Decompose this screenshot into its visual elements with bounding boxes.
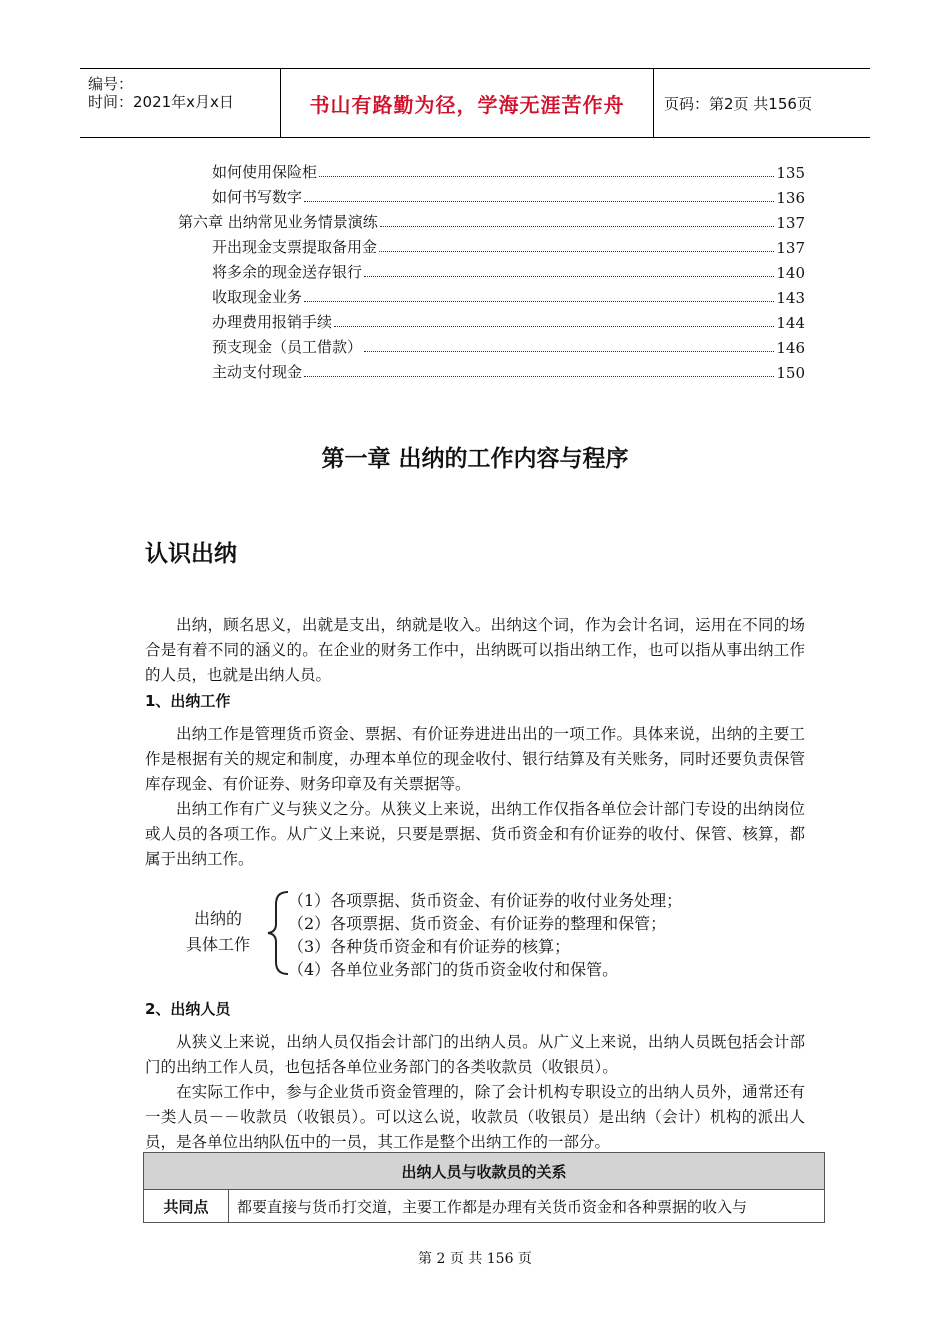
toc-page: 137 bbox=[776, 214, 805, 232]
toc-title: 办理费用报销手续 bbox=[212, 313, 333, 331]
header-page-cell bbox=[654, 69, 870, 137]
toc-item[interactable] bbox=[212, 335, 805, 357]
date-label: 时间：2021年x月x日 bbox=[88, 93, 234, 111]
row-value: 都要直接与货币打交道，主要工作都是办理有关货币资金和各种票据的收入与 bbox=[229, 1190, 825, 1223]
toc-page: 136 bbox=[776, 189, 805, 207]
motto: 书山有路勤为径，学海无涯苦作舟 bbox=[309, 92, 625, 117]
toc-item[interactable] bbox=[178, 210, 805, 232]
relation-table-title: 出纳人员与收款员的关系 bbox=[144, 1153, 825, 1190]
section-title: 认识出纳 bbox=[145, 541, 237, 567]
subheading-cashier-staff: 2、出纳人员 bbox=[145, 1000, 231, 1018]
toc-title: 开出现金支票提取备用金 bbox=[212, 238, 378, 256]
toc-page: 150 bbox=[776, 364, 805, 382]
toc-item[interactable] bbox=[212, 160, 805, 182]
toc-item[interactable] bbox=[212, 260, 805, 282]
cashier-duties-diagram bbox=[170, 888, 790, 978]
toc-page: 135 bbox=[776, 164, 805, 182]
toc-title: 第六章 出纳常见业务情景演练 bbox=[178, 213, 378, 231]
toc-page: 137 bbox=[776, 239, 805, 257]
page-footer: 第 2 页 共 156 页 bbox=[418, 1251, 532, 1267]
toc-page: 143 bbox=[776, 289, 805, 307]
paragraph-intro: 出纳，顾名思义，出就是支出，纳就是收入。出纳这个词，作为会计名词，运用在不同的场合是有着不同的涵义的。在企业的财务工作中，出纳既可以指出纳工作，也可以指从事出纳工作的人员，也就是出纳人员。 bbox=[145, 616, 805, 684]
diagram-item: （4）各单位业务部门的货币资金收付和保管。 bbox=[288, 960, 619, 979]
toc-page: 144 bbox=[776, 314, 805, 332]
paragraph-broad-narrow: 出纳工作有广义与狭义之分。从狭义上来说，出纳工作仅指各单位会计部门专设的出纳岗位或人员的各项工作。从广义上来说，只要是票据、货币资金和有价证券的收付、保管、核算，都属于出纳工作。 bbox=[145, 800, 805, 868]
toc-title: 如何书写数字 bbox=[212, 188, 303, 206]
toc-item[interactable] bbox=[212, 185, 805, 207]
diagram-item: （2）各项票据、货币资金、有价证券的整理和保管； bbox=[288, 914, 667, 933]
toc-title: 主动支付现金 bbox=[212, 363, 303, 381]
relation-table bbox=[143, 1152, 825, 1223]
paragraph-collectors: 在实际工作中，参与企业货币资金管理的，除了会计机构专职设立的出纳人员外，通常还有一类人员－－收款员（收银员）。可以这么说，收款员（收银员）是出纳（会计）机构的派出人员，是各单位出纳队伍中的一员，其工作是整个出纳工作的一部分。 bbox=[145, 1083, 805, 1151]
page-header bbox=[80, 68, 870, 138]
row-key: 共同点 bbox=[144, 1190, 229, 1223]
toc-item[interactable] bbox=[212, 235, 805, 257]
toc-title: 预支现金（员工借款） bbox=[212, 338, 363, 356]
diagram-item: （3）各种货币资金和有价证券的核算； bbox=[288, 937, 571, 956]
header-motto-cell bbox=[281, 69, 654, 137]
header-meta-cell bbox=[80, 69, 281, 137]
toc-item[interactable] bbox=[212, 360, 805, 382]
diagram-item: （1）各项票据、货币资金、有价证券的收付业务处理； bbox=[288, 891, 683, 910]
toc-page: 146 bbox=[776, 339, 805, 357]
toc-page: 140 bbox=[776, 264, 805, 282]
paragraph-cashier-staff: 从狭义上来说，出纳人员仅指会计部门的出纳人员。从广义上来说，出纳人员既包括会计部门的出纳工作人员，也包括各单位业务部门的各类收款员（收银员）。 bbox=[145, 1033, 805, 1076]
table-row bbox=[144, 1190, 825, 1223]
toc-item[interactable] bbox=[212, 285, 805, 307]
toc-title: 收取现金业务 bbox=[212, 288, 303, 306]
diagram-label: 出纳的 具体工作 bbox=[185, 909, 250, 954]
code-label: 编号： bbox=[88, 75, 134, 93]
paragraph-cashier-work: 出纳工作是管理货币资金、票据、有价证券进进出出的一项工作。具体来说，出纳的主要工作是根据有关的规定和制度，办理本单位的现金收付、银行结算及有关账务，同时还要负责保管库存现金、有价证券、财务印章及有关票据等。 bbox=[145, 725, 805, 793]
toc-title: 将多余的现金送存银行 bbox=[212, 263, 363, 281]
page-info: 页码：第2页 共156页 bbox=[664, 94, 812, 113]
subheading-cashier-work: 1、出纳工作 bbox=[145, 692, 231, 710]
chapter-title: 第一章 出纳的工作内容与程序 bbox=[321, 446, 629, 472]
toc-item[interactable] bbox=[212, 310, 805, 332]
toc-title: 如何使用保险柜 bbox=[212, 163, 318, 181]
